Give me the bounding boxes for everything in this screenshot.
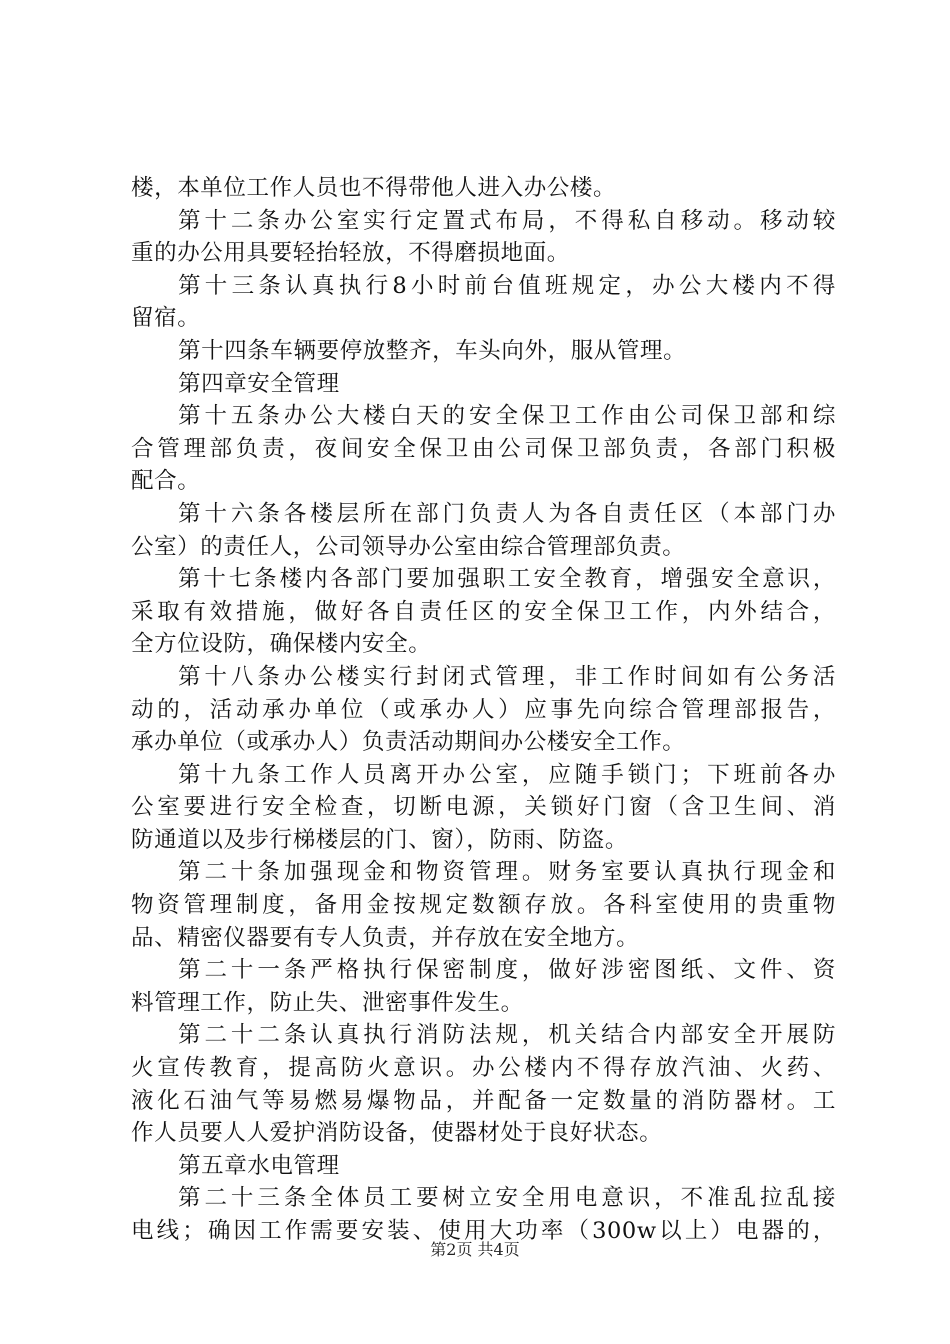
- document-line: 第十九条工作人员离开办公室，应随手锁门；下班前各办: [178, 761, 836, 788]
- document-line: 火宣传教育，提高防火意识。办公楼内不得存放汽油、火药、: [131, 1055, 836, 1082]
- document-line: 第十七条楼内各部门要加强职工安全教育，增强安全意识，: [178, 566, 836, 593]
- document-line: 承办单位（或承办人）负责活动期间办公楼安全工作。: [131, 729, 686, 756]
- document-line: 采取有效措施，做好各自责任区的安全保卫工作，内外结合，: [131, 598, 836, 625]
- document-line: 第五章水电管理: [178, 1152, 340, 1179]
- document-line: 第十五条办公大楼白天的安全保卫工作由公司保卫部和综: [178, 403, 836, 430]
- document-line: 第二十一条严格执行保密制度，做好涉密图纸、文件、资: [178, 957, 836, 984]
- document-line: 第十四条车辆要停放整齐，车头向外，服从管理。: [178, 337, 687, 364]
- document-line: 全方位设防，确保楼内安全。: [131, 631, 432, 658]
- document-line: 第二十条加强现金和物资管理。财务室要认真执行现金和: [178, 859, 836, 886]
- document-line: 第二十二条认真执行消防法规，机关结合内部安全开展防: [178, 1022, 836, 1049]
- document-line: 重的办公用具要轻抬轻放，不得磨损地面。: [131, 240, 570, 267]
- document-line: 第十八条办公楼实行封闭式管理，非工作时间如有公务活: [178, 663, 836, 690]
- document-line: 楼，本单位工作人员也不得带他人进入办公楼。: [131, 175, 617, 201]
- document-line: 第四章安全管理: [178, 370, 340, 397]
- document-line: 作人员要人人爱护消防设备，使器材处于良好状态。: [131, 1120, 663, 1147]
- document-line: 动的，活动承办单位（或承办人）应事先向综合管理部报告，: [131, 696, 836, 723]
- document-line: 液化石油气等易燃易爆物品，并配备一定数量的消防器材。工: [131, 1087, 836, 1114]
- document-line: 品、精密仪器要有专人负责，并存放在安全地方。: [131, 924, 640, 951]
- page-footer: 第2页 共4页: [430, 1240, 520, 1259]
- document-line: 物资管理制度，备用金按规定数额存放。各科室使用的贵重物: [131, 892, 836, 919]
- document-line: 留宿。: [131, 305, 201, 332]
- document-line: 公室要进行安全检查，切断电源，关锁好门窗（含卫生间、消: [131, 794, 836, 821]
- document-line: 电线；确因工作需要安装、使用大功率（300w以上）电器的，: [131, 1218, 836, 1244]
- document-body: [131, 172, 836, 1248]
- document-line: 第十六条各楼层所在部门负责人为各自责任区（本部门办: [178, 500, 836, 527]
- document-line: 第十三条认真执行8小时前台值班规定，办公大楼内不得: [178, 272, 836, 299]
- document-line: 配合。: [131, 468, 201, 495]
- document-line: 防通道以及步行梯楼层的门、窗），防雨、防盗。: [131, 826, 628, 853]
- document-line: 第二十三条全体员工要树立安全用电意识，不准乱拉乱接: [178, 1185, 836, 1212]
- document-line: 第十二条办公室实行定置式布局，不得私自移动。移动较: [178, 207, 836, 234]
- document-line: 合管理部负责，夜间安全保卫由公司保卫部负责，各部门积极: [131, 435, 836, 462]
- document-line: 料管理工作，防止失、泄密事件发生。: [131, 989, 524, 1016]
- document-line: 公室）的责任人，公司领导办公室由综合管理部负责。: [131, 533, 686, 560]
